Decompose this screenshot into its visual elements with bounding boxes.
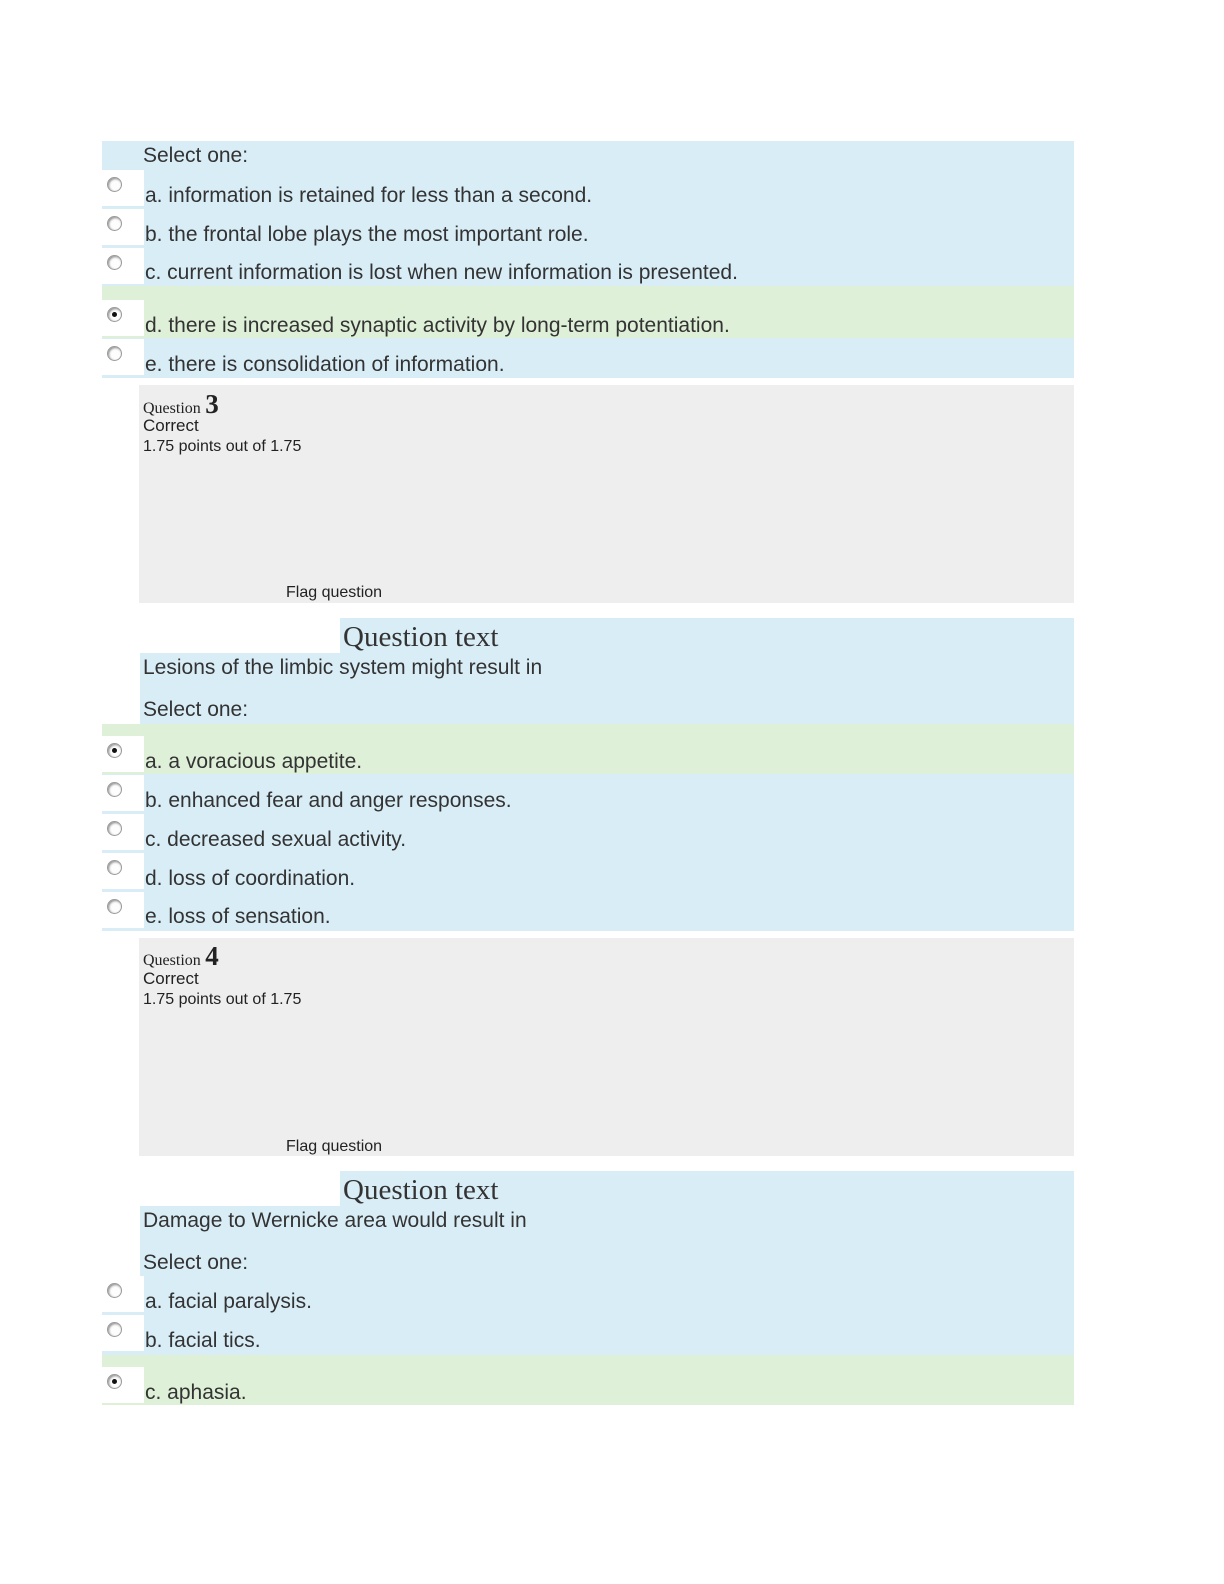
q4-flag-question[interactable]: Flag question: [286, 1138, 383, 1155]
q3-option-b-radio[interactable]: [107, 782, 122, 797]
q4-question-text-heading: Question text: [343, 1174, 499, 1206]
q2-option-a-radio[interactable]: [107, 177, 122, 192]
q4-option-c-radio[interactable]: [107, 1374, 122, 1389]
q3-option-d-radio[interactable]: [107, 860, 122, 875]
q3-option-a-radio[interactable]: [107, 743, 122, 758]
q3-option-c-radio[interactable]: [107, 821, 122, 836]
q3-option-e-radio[interactable]: [107, 899, 122, 914]
q3-option-e-label[interactable]: e. loss of sensation.: [145, 905, 331, 928]
q3-option-a-cell: [102, 736, 144, 772]
q3-number: 3: [205, 389, 219, 419]
q2-select-one-label: Select one:: [143, 144, 249, 167]
q3-prompt: Lesions of the limbic system might result in: [143, 656, 543, 679]
q2-option-c-label[interactable]: c. current information is lost when new information is presented.: [145, 261, 738, 284]
q4-option-b-label[interactable]: b. facial tics.: [145, 1329, 261, 1352]
q3-option-b-cell: [102, 775, 144, 811]
q2-option-e-label[interactable]: e. there is consolidation of information.: [145, 353, 505, 376]
q4-select-one-label: Select one:: [143, 1251, 249, 1274]
q2-option-c-cell: [102, 248, 144, 284]
q2-select-band: [140, 141, 1074, 171]
q4-option-a-label[interactable]: a. facial paralysis.: [145, 1290, 312, 1313]
q2-option-d-cell: [102, 300, 144, 336]
q4-option-b-radio[interactable]: [107, 1322, 122, 1337]
q3-select-one-label: Select one:: [143, 698, 249, 721]
q2-option-d-label[interactable]: d. there is increased synaptic activity by long-term potentiation.: [145, 314, 730, 337]
q4-option-a-cell: [102, 1276, 144, 1312]
q3-option-d-cell: [102, 853, 144, 889]
q3-points: 1.75 points out of 1.75: [143, 438, 302, 455]
q3-flag-question[interactable]: Flag question: [286, 584, 383, 601]
q2-option-b-cell: [102, 209, 144, 245]
q3-option-e-cell: [102, 892, 144, 928]
q3-option-c-label[interactable]: c. decreased sexual activity.: [145, 828, 407, 851]
q3-option-b-label[interactable]: b. enhanced fear and anger responses.: [145, 789, 512, 812]
q4-prompt: Damage to Wernicke area would result in: [143, 1209, 527, 1232]
q4-option-b-cell: [102, 1315, 144, 1351]
q2-option-e-radio[interactable]: [107, 346, 122, 361]
q4-option-a-radio[interactable]: [107, 1283, 122, 1298]
q2-option-a-cell: [102, 170, 144, 206]
q4-points: 1.75 points out of 1.75: [143, 991, 302, 1008]
q4-info-box: [139, 938, 1074, 1156]
q2-option-d-radio[interactable]: [107, 307, 122, 322]
q2-option-a-label[interactable]: a. information is retained for less than a second.: [145, 184, 593, 207]
q2-option-b-label[interactable]: b. the frontal lobe plays the most important role.: [145, 223, 589, 246]
q3-question-text-heading: Question text: [343, 621, 499, 653]
q2-option-b-radio[interactable]: [107, 216, 122, 231]
q4-selected-row-highlight: [102, 1355, 1074, 1405]
q2-option-c-radio[interactable]: [107, 255, 122, 270]
q3-option-a-label[interactable]: a. a voracious appetite.: [145, 750, 363, 773]
q4-status: Correct: [143, 969, 199, 988]
q3-option-d-label[interactable]: d. loss of coordination.: [145, 867, 356, 890]
q3-status: Correct: [143, 416, 199, 435]
q4-number: 4: [205, 941, 219, 971]
q3-option-c-cell: [102, 814, 144, 850]
q2-option-e-cell: [102, 339, 144, 375]
q4-option-c-label[interactable]: c. aphasia.: [145, 1381, 247, 1404]
q3-question-word: Question: [143, 400, 201, 417]
q3-info-box: [139, 385, 1074, 603]
q4-question-word: Question: [143, 952, 201, 969]
q4-option-c-cell: [102, 1367, 144, 1403]
